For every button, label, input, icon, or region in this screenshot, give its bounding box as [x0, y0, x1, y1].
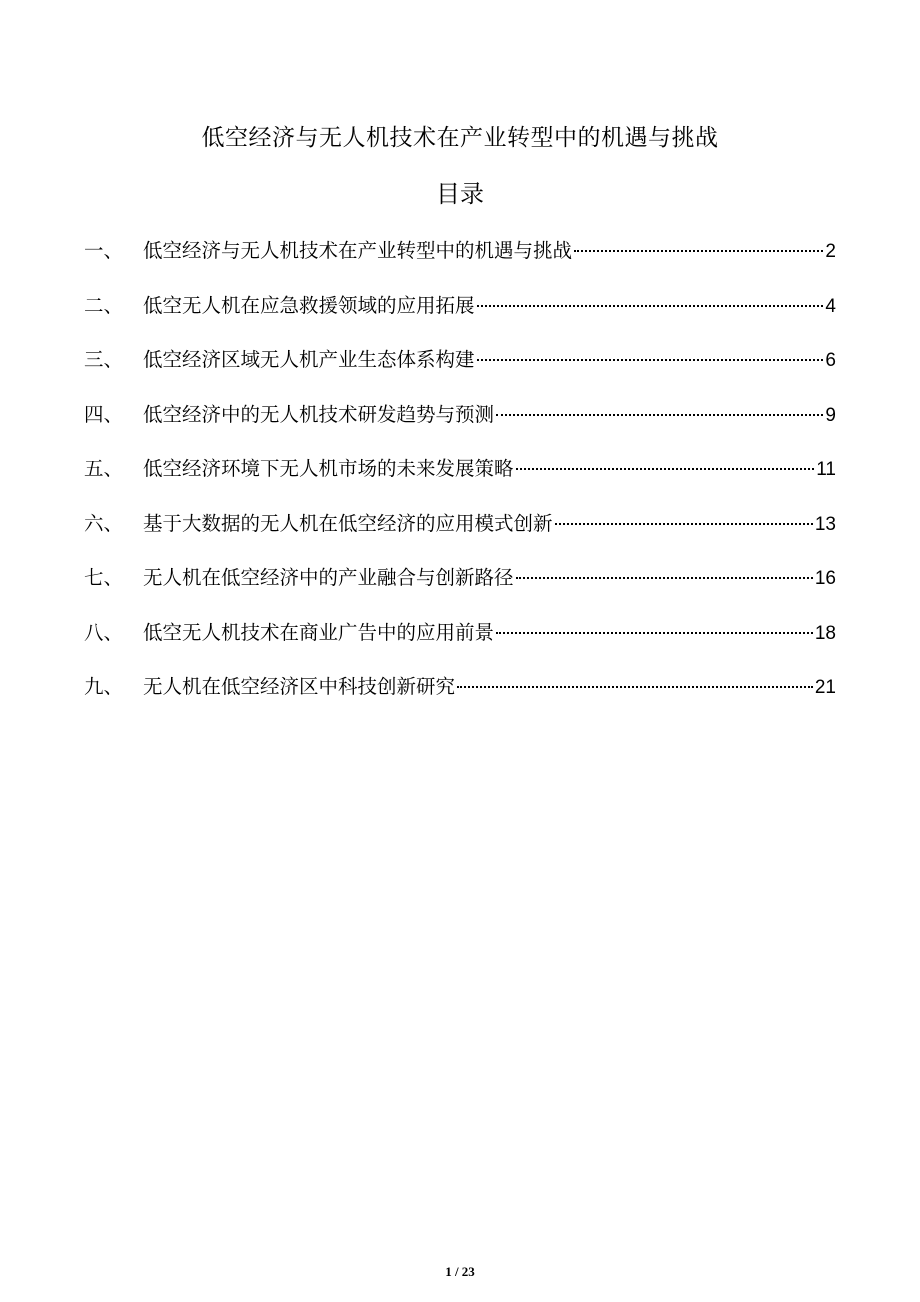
toc-dot-leader [516, 468, 815, 470]
toc-entry-5[interactable] [84, 446, 836, 501]
toc-entry-page: 2 [825, 241, 836, 262]
toc-entry-4[interactable] [84, 392, 836, 447]
toc-entry-title: 低空经济区域无人机产业生态体系构建 [143, 348, 475, 371]
toc-entry-page: 16 [814, 568, 836, 589]
toc-dot-leader [496, 632, 813, 634]
toc-entry-number: 四、 [84, 402, 124, 426]
toc-entry-title: 低空经济中的无人机技术研发趋势与预测 [143, 402, 495, 426]
toc-entry-page: 9 [825, 404, 836, 426]
toc-entry-number: 七、 [84, 566, 124, 589]
toc-entry-number: 六、 [84, 511, 124, 535]
toc-dot-leader [496, 414, 823, 416]
toc-entry-6[interactable] [84, 501, 836, 556]
toc-entry-3[interactable] [84, 337, 836, 392]
toc-entry-title: 无人机在低空经济区中科技创新研究 [143, 675, 456, 698]
toc-entry-page: 13 [814, 513, 836, 535]
toc-entry-title: 无人机在低空经济中的产业融合与创新路径 [143, 566, 514, 589]
toc-dot-leader [555, 523, 813, 525]
toc-entry-page: 11 [816, 459, 836, 480]
toc-entry-page: 18 [814, 622, 836, 644]
toc-entry-number: 五、 [84, 457, 124, 480]
toc-entry-9[interactable] [84, 664, 836, 719]
toc-entry-1[interactable] [84, 228, 836, 283]
toc-entry-8[interactable] [84, 610, 836, 665]
toc-entry-title: 低空经济环境下无人机市场的未来发展策略 [143, 457, 514, 480]
toc-entry-number: 三、 [84, 348, 124, 371]
toc-entry-page: 21 [814, 677, 836, 698]
toc-dot-leader [516, 577, 813, 579]
toc-dot-leader [574, 250, 823, 252]
page-number-footer: 1 / 23 [445, 1264, 475, 1279]
document-title: 低空经济与无人机技术在产业转型中的机遇与挑战 [201, 125, 719, 151]
toc-dot-leader [477, 359, 824, 361]
toc-entry-7[interactable] [84, 555, 836, 610]
toc-dot-leader [477, 305, 824, 307]
toc-dot-leader [457, 686, 813, 688]
toc-entry-title: 低空无人机技术在商业广告中的应用前景 [143, 620, 495, 644]
toc-entry-page: 4 [825, 295, 836, 317]
toc-entry-page: 6 [825, 350, 836, 371]
toc-entry-2[interactable] [84, 283, 836, 338]
toc-entry-number: 一、 [84, 239, 124, 262]
toc-entry-title: 低空经济与无人机技术在产业转型中的机遇与挑战 [143, 239, 573, 262]
toc-entry-title: 基于大数据的无人机在低空经济的应用模式创新 [143, 511, 553, 535]
toc-entry-number: 八、 [84, 620, 124, 644]
toc-entry-number: 九、 [84, 675, 124, 698]
toc-entry-number: 二、 [84, 293, 124, 317]
toc-heading: 目录 [436, 180, 484, 208]
toc-entry-title: 低空无人机在应急救援领域的应用拓展 [143, 293, 475, 317]
table-of-contents [84, 228, 836, 719]
